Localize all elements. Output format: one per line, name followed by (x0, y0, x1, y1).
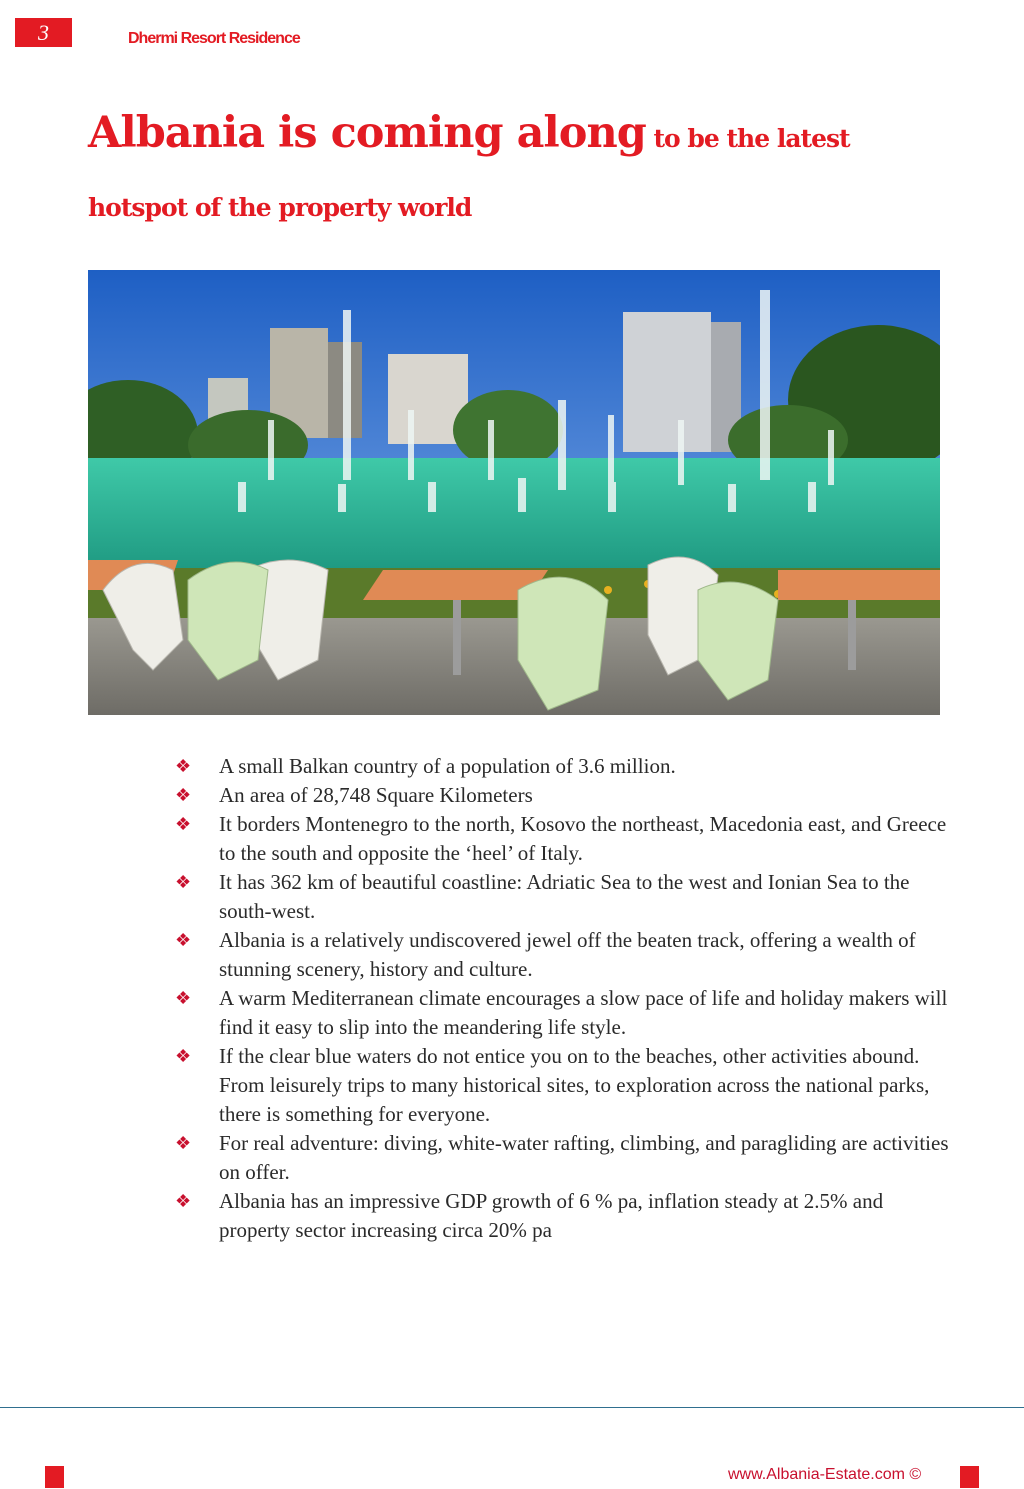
list-item-text: It borders Montenegro to the north, Kosovo the northeast, Macedonia east, and Greece to the south and opposite the ‘heel’ of Italy. (219, 812, 947, 865)
list-item-text: For real adventure: diving, white-water rafting, climbing, and paragliding are activities on offer. (219, 1131, 949, 1184)
title-main: Albania is coming along (88, 108, 646, 158)
diamond-bullet-icon: ❖ (175, 1046, 192, 1066)
city-fountain-photo (88, 270, 940, 715)
list-item (175, 868, 955, 926)
list-item (175, 781, 955, 810)
list-item (175, 1042, 955, 1129)
list-item (175, 1187, 955, 1245)
list-item-text: If the clear blue waters do not entice you on to the beaches, other activities abound. From leisurely trips to many historical sites, to exploration across the national parks, there is something for everyone. (219, 1044, 930, 1126)
fact-list (175, 752, 955, 1245)
page-subtitle: hotspot of the property world (88, 193, 472, 222)
list-item (175, 752, 955, 781)
list-item (175, 984, 955, 1042)
page-number: 3 (15, 18, 72, 47)
list-item (175, 926, 955, 984)
list-item (175, 810, 955, 868)
diamond-bullet-icon: ❖ (175, 756, 192, 776)
diamond-bullet-icon: ❖ (175, 1133, 192, 1153)
footer-divider (0, 1407, 1024, 1408)
footer-website-link[interactable]: www.Albania-Estate.com © (728, 1466, 922, 1483)
footer-left-square (45, 1466, 64, 1488)
list-item-text: A warm Mediterranean climate encourages a slow pace of life and holiday makers will find it easy to slip into the meandering life style. (219, 986, 948, 1039)
title-secondary: to be the latest (645, 124, 850, 153)
list-item-text: It has 362 km of beautiful coastline: Adriatic Sea to the west and Ionian Sea to the south-west. (219, 870, 910, 923)
footer-right-square (960, 1466, 979, 1488)
diamond-bullet-icon: ❖ (175, 872, 192, 892)
diamond-bullet-icon: ❖ (175, 785, 192, 805)
list-item-text: Albania has an impressive GDP growth of 6 % pa, inflation steady at 2.5% and property sector increasing circa 20% pa (219, 1189, 884, 1242)
diamond-bullet-icon: ❖ (175, 1191, 192, 1211)
list-item-text: Albania is a relatively undiscovered jewel off the beaten track, offering a wealth of stunning scenery, history and culture. (219, 928, 916, 981)
page-title (88, 108, 850, 158)
list-item (175, 1129, 955, 1187)
diamond-bullet-icon: ❖ (175, 988, 192, 1008)
list-item-text: A small Balkan country of a population of 3.6 million. (219, 754, 676, 778)
brand-name: Dhermi Resort Residence (128, 30, 300, 47)
diamond-bullet-icon: ❖ (175, 930, 192, 950)
diamond-bullet-icon: ❖ (175, 814, 192, 834)
list-item-text: An area of 28,748 Square Kilometers (219, 783, 533, 807)
